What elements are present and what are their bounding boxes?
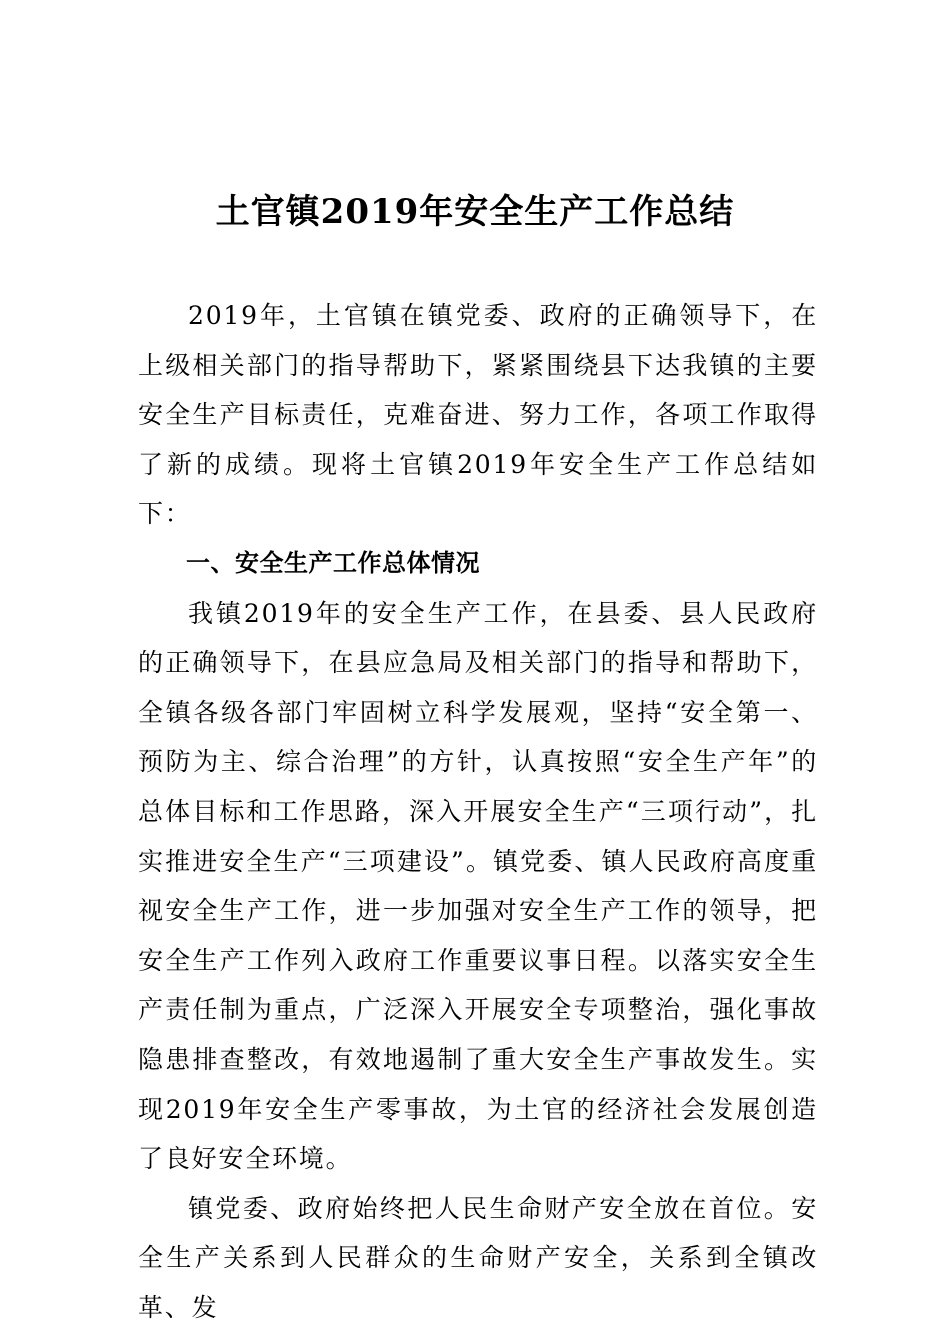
- section-heading: 一、安全生产工作总体情况: [186, 548, 480, 577]
- body-paragraph: 我镇2019年的安全生产工作，在县委、县人民政府的正确领导下，在县应急局及相关部门的指导和帮助下，全镇各级各部门牢固树立科学发展观，坚持“安全第一、预防为主、综合治理”的方针，认真按照“安全生产年”的总体目标和工作思路，深入开展安全生产“三项行动”，扎实推进安全生产“三项建设”。镇党委、镇人民政府高度重视安全生产工作，进一步加强对安全生产工作的领导，把安全生产工作列入政府工作重要议事日程。以落实安全生产责任制为重点，广泛深入开展安全专项整治，强化事故隐患排查整改，有效地遏制了重大安全生产事故发生。实现2019年安全生产零事故，为土官的经济社会发展创造了良好安全环境。: [138, 598, 818, 1174]
- document-body: [138, 291, 818, 1332]
- intro-paragraph: 2019年，土官镇在镇党委、政府的正确领导下，在上级相关部门的指导帮助下，紧紧围绕县下达我镇的主要安全生产目标责任，克难奋进、努力工作，各项工作取得了新的成绩。现将土官镇2019年安全生产工作总结如下：: [138, 301, 818, 529]
- body-paragraph: 镇党委、政府始终把人民生命财产安全放在首位。安全生产关系到人民群众的生命财产安全，关系到全镇改革、发: [138, 1193, 818, 1322]
- document-title: 土官镇2019年安全生产工作总结: [215, 192, 735, 232]
